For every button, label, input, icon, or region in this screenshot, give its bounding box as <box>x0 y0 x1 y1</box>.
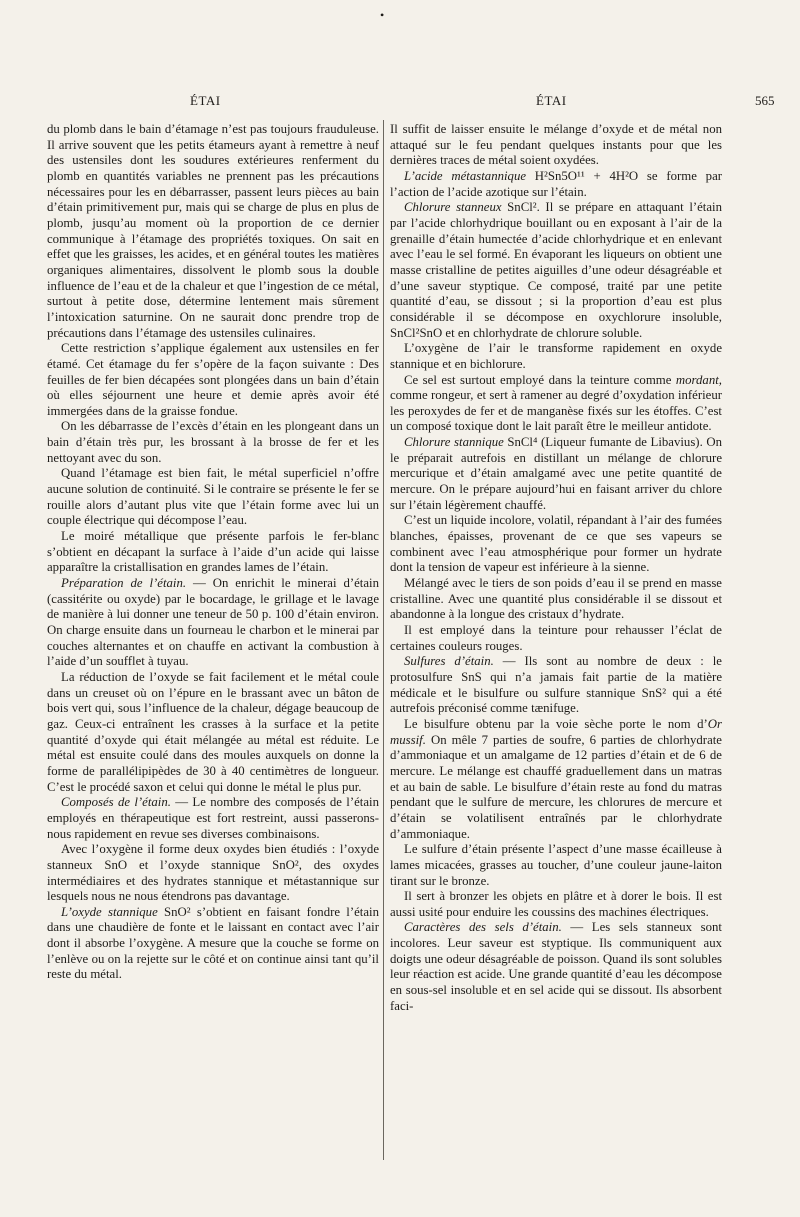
paragraph-text: On les débarrasse de l’excès d’étain en les plongeant dans un bain d’étain très pur, les brossant à la brosse de fer et les nettoyant avec du son. <box>47 419 379 465</box>
paragraph <box>390 169 722 200</box>
paragraph-text: Quand l’étamage est bien fait, le métal superficiel n’offre aucune solution de continuité. Si le contraire se présente le fer se rouille alors d’autant plus vite que l’étain forme avec lui un couple électrique qui décompose l’eau. <box>47 466 379 528</box>
page-number: 565 <box>755 93 775 108</box>
italic-term: mordant, <box>675 372 722 387</box>
paragraph-text: du plomb dans le bain d’étamage n’est pas toujours frauduleuse. Il arrive souvent que les petits étameurs ayant à remettre à neuf des ustensiles dont les soudures extérieures renferment du plomb en quantités variables ne prennent pas les précautions nécessaires pour les en débarrasser, passent leurs pièces au bain d’étain primitivement pur, mais qui se charge de plus en plus de plomb, jusqu’au moment où la proportion de ce dernier communique à l’étamage des propriétés toxiques. On sait en effet que les graisses, les acides, et en général toutes les matières organiques alimentaires, dissolvent le plomb sous la double influence de l’eau et de la chaleur et que l’ingestion de ce métal, surtout à petite dose, détermine lentement mais sûrement l’intoxication saturnine. On ne saurait donc prendre trop de précautions dans l’étamage des ustensiles culinaires. <box>47 122 379 340</box>
italic-term: Composés de l’étain. <box>61 795 171 810</box>
paragraph-text: Il suffit de laisser ensuite le mélange d’oxyde et de métal non attaqué sur le feu pendant quelques instants pour que les dernières traces de métal soient oxydées. <box>390 122 722 168</box>
paragraph-text: Mélangé avec le tiers de son poids d’eau il se prend en masse cristalline. Avec une quantité plus considérable il se dissout et abandonne à la longue des cristaux d’hydrate. <box>390 576 722 622</box>
paragraph-text: SnCl². Il se prépare en attaquant l’étain par l’acide chlorhydrique bouillant ou en exposant à l’air de la grenaille d’étain humectée d’acide chlorhydrique et en enlevant avec l’eau le sel formé. En évaporant les liqueurs on obtient une masse cristalline de petites aiguilles d’une odeur désagréable et d’une saveur styptique. Ce composé, traité par une petite quantité d’eau, se dissout ; si la proportion d’eau est plus considérable il se décompose en oxychlorure insoluble, SnCl²SnO et en chlorhydrate de chlorure soluble. <box>390 200 722 340</box>
paragraph <box>390 373 722 436</box>
paragraph-text: C’est un liquide incolore, volatil, répandant à l’air des fumées blanches, épaisses, provenant de ce que ses vapeurs se combinent avec l’eau atmosphérique pour former un hydrate dont la tension de vapeur est inférieure à la sienne. <box>390 513 722 575</box>
paragraph <box>47 419 379 466</box>
text-column-left <box>47 122 379 983</box>
italic-term: Caractères des sels d’étain. <box>404 920 562 935</box>
paragraph-text: — Les sels stanneux sont incolores. Leur saveur est styptique. Ils communiquent aux doigts une odeur désagréable de poisson. Quand ils sont solubles leur réaction est acide. Une grande quantité d’eau les décompose en sous-sel insoluble et en sel acide qui se dissout. Ils absorbent faci- <box>390 920 722 1013</box>
paragraph <box>390 435 722 513</box>
italic-term: Or mussif. <box>390 716 722 747</box>
paragraph-text: On mêle 7 parties de soufre, 6 parties de chlorhydrate d’ammoniaque et un amalgame de 12 parties d’étain et de 6 de mercure. Le mélange est chauffé graduellement dans un matras et au bain de sable. Le bisulfure d’étain reste au fond du matras pendant que le sulfure de mercure, les chlorures de mercure et d’étain se volatilisent entraînés par le chlorhydrate d’ammoniaque. <box>390 732 722 841</box>
italic-term: Chlorure stannique <box>404 435 504 450</box>
paragraph <box>47 466 379 529</box>
paragraph-text: Il est employé dans la teinture pour rehausser l’éclat de certaines couleurs rouges. <box>390 623 722 653</box>
paragraph-text: L’oxygène de l’air le transforme rapidement en oxyde stannique et en bichlorure. <box>390 341 722 371</box>
paragraph <box>390 623 722 654</box>
paragraph <box>390 920 722 1014</box>
paragraph <box>47 670 379 795</box>
paragraph <box>390 576 722 623</box>
paragraph-lead: Le bisulfure obtenu par la voie sèche porte le nom d’ <box>404 716 708 731</box>
paragraph-text: Cette restriction s’applique également aux ustensiles en fer étamé. Cet étamage du fer s’opère de la façon suivante : Des feuilles de fer bien décapées sont plongées dans un bain d’étain où elles séjournent une heure et demie après avoir été immergées dans de la graisse fondue. <box>47 341 379 418</box>
paragraph-text: — Ils sont au nombre de deux : le protosulfure SnS qui n’a jamais fait partie de la matière médicale et le bisulfure ou sulfure stannique SnS² qui a été autrefois préconisé comme tænifuge. <box>390 654 722 716</box>
page-dot: • <box>380 8 385 22</box>
paragraph-text: — Le nombre des composés de l’étain employés en thérapeutique est fort restreint, aussi passerons-nous rapidement en revue ses diverses combinaisons. <box>47 795 379 841</box>
paragraph-text: — On enrichit le minerai d’étain (cassitérite ou oxyde) par le bocardage, le grillage et le lavage de manière à lui donner une teneur de 50 p. 100 d’étain environ. On charge ensuite dans un fourneau le charbon et le minerai par couches alternantes et on chauffe en activant la combustion à l’aide d’un soufflet à tuyau. <box>47 576 379 669</box>
paragraph-text: SnCl⁴ (Liqueur fumante de Libavius). On le préparait autrefois en distillant un mélange de chlorure mercurique et d’étain amalgamé avec une petite quantité de mercure. On le prépare aujourd’hui en faisant arriver du chlore sur l’étain légèrement chauffé. <box>390 435 722 512</box>
running-header-left: ÉTAI <box>190 93 221 108</box>
paragraph-text: Avec l’oxygène il forme deux oxydes bien étudiés : l’oxyde stanneux SnO et l’oxyde stannique SnO², des oxydes intermédiaires et des hydrates stannique et métastannique sur lesquels nous ne nous étendrons pas davantage. <box>47 842 379 904</box>
paragraph <box>390 341 722 372</box>
paragraph-text: SnO² s’obtient en faisant fondre l’étain dans une chaudière de fonte et le laissant en contact avec l’air dont il absorbe l’oxygène. A mesure que la couche se forme on l’enlève ou on la rejette sur le côté et on continue ainsi tant qu’il reste du métal. <box>47 904 379 982</box>
paragraph <box>47 341 379 419</box>
paragraph-text: Le sulfure d’étain présente l’aspect d’une masse écailleuse à lames micacées, grasses au toucher, d’une couleur jaune-laiton tirant sur le bronze. <box>390 842 722 888</box>
italic-term: Préparation de l’étain. <box>61 576 187 591</box>
paragraph <box>47 529 379 576</box>
paragraph <box>47 576 379 670</box>
paragraph <box>390 122 722 169</box>
column-divider <box>383 120 384 1160</box>
paragraph-text: Il sert à bronzer les objets en plâtre et à dorer le bois. Il est aussi usité pour enduire les coussins des machines électriques. <box>390 889 722 919</box>
paragraph <box>47 905 379 983</box>
paragraph-text: H²Sn5O¹¹ + 4H²O se forme par l’action de l’acide azotique sur l’étain. <box>390 168 723 199</box>
text-column-right <box>390 122 722 1014</box>
paragraph-lead: Ce sel est surtout employé dans la teinture comme <box>404 372 676 387</box>
running-header-right: ÉTAI <box>536 93 567 108</box>
paragraph-text: Le moiré métallique que présente parfois le fer-blanc s’obtient en décapant la surface à l’aide d’un acide qui laisse apparaître la cristallisation en grandes lames de l’étain. <box>47 529 379 575</box>
italic-term: L’acide métastannique <box>404 168 527 183</box>
paragraph <box>390 717 722 842</box>
paragraph <box>390 513 722 576</box>
paragraph <box>47 795 379 842</box>
paragraph <box>390 200 722 341</box>
paragraph <box>390 654 722 717</box>
paragraph-text: La réduction de l’oxyde se fait facilement et le métal coule dans un creuset où on l’épure en le brassant avec un bâton de bois vert qui, sous l’influence de la chaleur, dégage beaucoup de gaz. Ceux-ci entraînent les crasses à la surface et la petite quantité d’oxyde qui était mélangée au métal est réduite. Le métal est ensuite coulé dans des moules auxquels on donne la forme de parallélipipèdes de 30 à 40 centimètres de longueur. C’est le procédé saxon et celui qui donne le métal le plus pur. <box>47 669 379 794</box>
paragraph-text: comme rongeur, et sert à ramener au degré d’oxydation inférieur les peroxydes de fer et de manganèse fixés sur les étoffes. C’est un composé toxique dont le lait paraît être le meilleur antidote. <box>390 388 722 434</box>
paragraph <box>390 889 722 920</box>
italic-term: L’oxyde stannique <box>61 904 158 919</box>
paragraph <box>47 842 379 905</box>
paragraph <box>47 122 379 341</box>
paragraph <box>390 842 722 889</box>
italic-term: Sulfures d’étain. <box>404 654 494 669</box>
italic-term: Chlorure stanneux <box>404 200 502 215</box>
